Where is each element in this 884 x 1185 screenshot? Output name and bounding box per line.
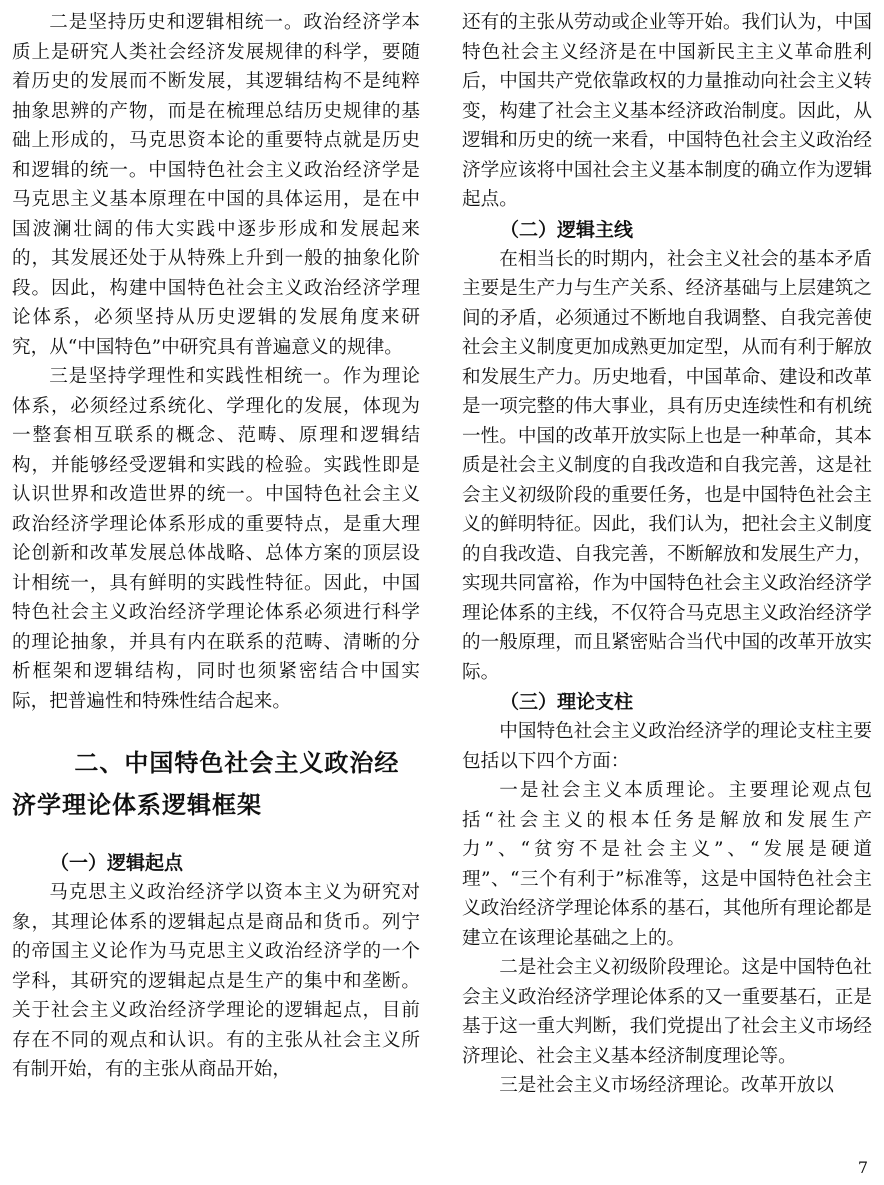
paragraph-pillar-essence: 一是社会主义本质理论。主要理论观点包括“社会主义的根本任务是解放和发展生产力”、“贫穷不是社会主义”、“发展是硬道理”、“三个有利于”标准等，这是中国特色社会主义政治经济学理论体系的基石，其他所有理论都是建立在该理论基础之上的。	[462, 780, 872, 949]
left-column	[12, 8, 420, 1085]
paragraph-starting-point-continued: 还有的主张从劳动或企业等开始。我们认为，中国特色社会主义经济是在中国新民主主义革命胜利后，中国共产党依靠政权的力量推动向社会主义转变，构建了社会主义基本经济政治制度。因此，从逻辑和历史的统一来看，中国特色社会主义政治经济学应该将中国社会主义基本制度的确立作为逻辑起点。	[462, 12, 872, 210]
section-title-line1: 二、中国特色社会主义政治经	[74, 748, 400, 777]
paragraph-history-logic: 二是坚持历史和逻辑相统一。政治经济学本质上是研究人类社会经济发展规律的科学，要随着历史的发展而不断发展，其逻辑结构不是纯粹抽象思辨的产物，而是在梳理总结历史规律的基础上形成的，马克思资本论的重要特点就是历史和逻辑的统一。中国特色社会主义政治经济学是马克思主义基本原理在中国的具体运用，是在中国波澜壮阔的伟大实践中逐步形成和发展起来的，其发展还处于从特殊上升到一般的抽象化阶段。因此，构建中国特色社会主义政治经济学理论体系，必须坚持从历史逻辑的发展角度来研究，从“中国特色”中研究具有普遍意义的规律。	[12, 12, 420, 358]
paragraph-pillars-intro: 中国特色社会主义政治经济学的理论支柱主要包括以下四个方面：	[462, 721, 872, 772]
subsection-logical-main-line: （二）逻辑主线	[500, 218, 634, 241]
subsection-logical-starting-point: （一）逻辑起点	[50, 852, 184, 874]
right-column	[462, 8, 872, 1101]
paragraph-main-line: 在相当长的时期内，社会主义社会的基本矛盾主要是生产力与生产关系、经济基础与上层建筑之间的矛盾，必须通过不断地自我调整、自我完善使社会主义制度更加成熟更加定型，从而有利于解放和发展生产力。历史地看，中国革命、建设和改革是一项完整的伟大事业，具有历史连续性和有机统一性。中国的改革开放实际上也是一种革命，其本质是社会主义制度的自我改造和自我完善，这是社会主义初级阶段的重要任务，也是中国特色社会主义的鲜明特征。因此，我们认为，把社会主义制度的自我改造、自我完善，不断解放和发展生产力，实现共同富裕，作为中国特色社会主义政治经济学理论体系的主线，不仅符合马克思主义政治经济学的一般原理，而且紧密贴合当代中国的改革开放实际。	[462, 248, 872, 683]
paragraph-pillar-market-economy: 三是社会主义市场经济理论。改革开放以	[499, 1075, 834, 1096]
paragraph-starting-point: 马克思主义政治经济学以资本主义为研究对象，其理论体系的逻辑起点是商品和货币。列宁的帝国主义论作为马克思主义政治经济学的一个学科，其研究的逻辑起点是生产的集中和垄断。关于社会主义政治经济学理论的逻辑起点，目前存在不同的观点和认识。有的主张从社会主义所有制开始，有的主张从商品开始，	[12, 882, 420, 1080]
paragraph-pillar-primary-stage: 二是社会主义初级阶段理论。这是中国特色社会主义政治经济学理论体系的又一重要基石，正是基于这一重大判断，我们党提出了社会主义市场经济理论、社会主义基本经济制度理论等。	[462, 957, 872, 1067]
section-title-line2: 济学理论体系逻辑框架	[12, 790, 262, 819]
section-title	[12, 742, 420, 826]
paragraph-theory-practice: 三是坚持学理性和实践性相统一。作为理论体系，必须经过系统化、学理化的发展，体现为一整套相互联系的概念、范畴、原理和逻辑结构，并能够经受逻辑和实践的检验。实践性即是认识世界和改造世界的统一。中国特色社会主义政治经济学理论体系形成的重要特点，是重大理论创新和改革发展总体战略、总体方案的顶层设计相统一，具有鲜明的实践性特征。因此，中国特色社会主义政治经济学理论体系必须进行科学的理论抽象，并具有内在联系的范畴、清晰的分析框架和逻辑结构，同时也须紧密结合中国实际，把普遍性和特殊性结合起来。	[12, 366, 420, 712]
page-number: 7	[857, 1158, 868, 1177]
subsection-theoretical-pillars: （三）理论支柱	[500, 691, 634, 713]
